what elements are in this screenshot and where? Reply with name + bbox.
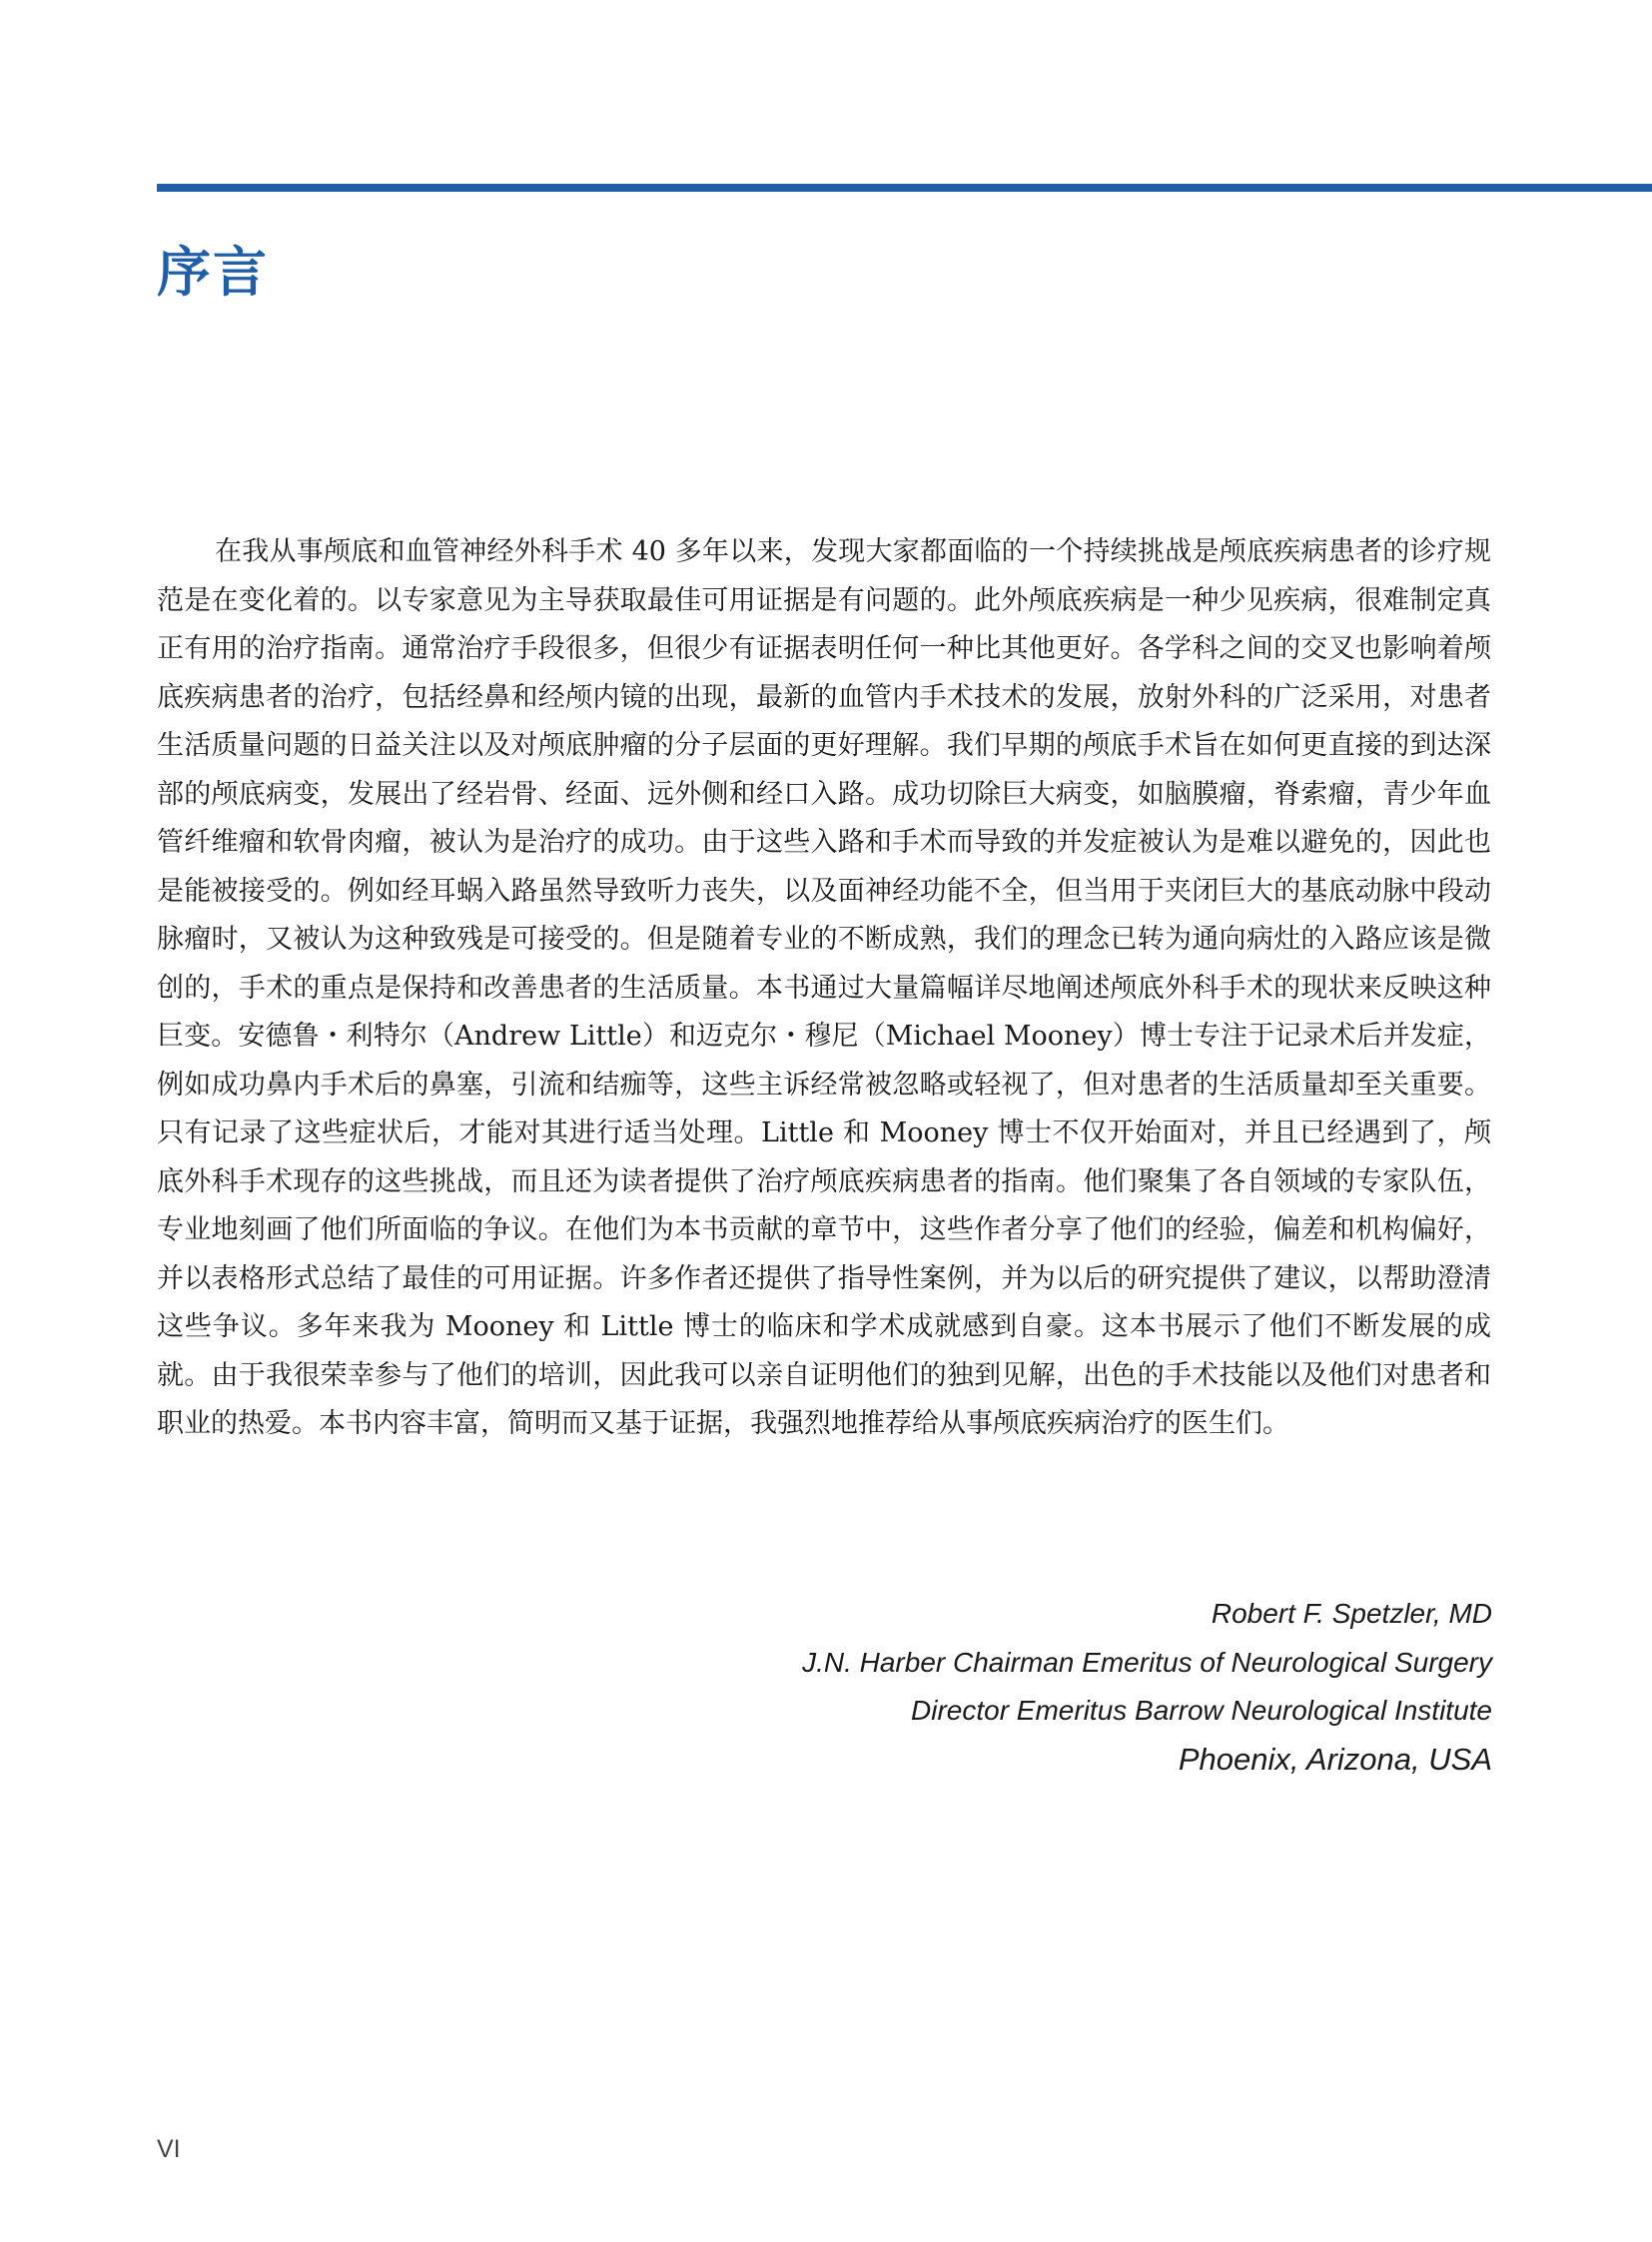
- signature-name: Robert F. Spetzler, MD: [1211, 1598, 1492, 1629]
- signature-title-line2: Director Emeritus Barrow Neurological Institute: [911, 1695, 1492, 1726]
- signature-location: Phoenix, Arizona, USA: [1178, 1741, 1492, 1777]
- header-divider: [157, 184, 1652, 192]
- page-number: VI: [157, 2135, 181, 2163]
- signature-title-line1: J.N. Harber Chairman Emeritus of Neurological Surgery: [802, 1646, 1492, 1678]
- signature-block: [802, 1590, 1492, 1784]
- page-title: 序言: [157, 241, 269, 304]
- preface-paragraph: 在我从事颅底和血管神经外科手术 40 多年以来，发现大家都面临的一个持续挑战是颅底疾病患者的诊疗规范是在变化着的。以专家意见为主导获取最佳可用证据是有问题的。此外颅底疾病是一种少见疾病，很难制定真正有用的治疗指南。通常治疗手段很多，但很少有证据表明任何一种比其他更好。各学科之间的交叉也影响着颅底疾病患者的治疗，包括经鼻和经颅内镜的出现，最新的血管内手术技术的发展，放射外科的广泛采用，对患者生活质量问题的日益关注以及对颅底肿瘤的分子层面的更好理解。我们早期的颅底手术旨在如何更直接的到达深部的颅底病变，发展出了经岩骨、经面、远外侧和经口入路。成功切除巨大病变，如脑膜瘤，脊索瘤，青少年血管纤维瘤和软骨肉瘤，被认为是治疗的成功。由于这些入路和手术而导致的并发症被认为是难以避免的，因此也是能被接受的。例如经耳蜗入路虽然导致听力丧失，以及面神经功能不全，但当用于夹闭巨大的基底动脉中段动脉瘤时，又被认为这种致残是可接受的。但是随着专业的不断成熟，我们的理念已转为通向病灶的入路应该是微创的，手术的重点是保持和改善患者的生活质量。本书通过大量篇幅详尽地阐述颅底外科手术的现状来反映这种巨变。安德鲁・利特尔（Andrew Little）和迈克尔・穆尼（Michael Mooney）博士专注于记录术后并发症，例如成功鼻内手术后的鼻塞，引流和结痂等，这些主诉经常被忽略或轻视了，但对患者的生活质量却至关重要。只有记录了这些症状后，才能对其进行适当处理。Little 和 Mooney 博士不仅开始面对，并且已经遇到了，颅底外科手术现存的这些挑战，而且还为读者提供了治疗颅底疾病患者的指南。他们聚集了各自领域的专家队伍，专业地刻画了他们所面临的争议。在他们为本书贡献的章节中，这些作者分享了他们的经验，偏差和机构偏好，并以表格形式总结了最佳的可用证据。许多作者还提供了指导性案例，并为以后的研究提供了建议，以帮助澄清这些争议。多年来我为 Mooney 和 Little 博士的临床和学术成就感到自豪。这本书展示了他们不断发展的成就。由于我很荣幸参与了他们的培训，因此我可以亲自证明他们的独到见解，出色的手术技能以及他们对患者和职业的热爱。本书内容丰富，简明而又基于证据，我强烈地推荐给从事颅底疾病治疗的医生们。: [157, 536, 1491, 1439]
